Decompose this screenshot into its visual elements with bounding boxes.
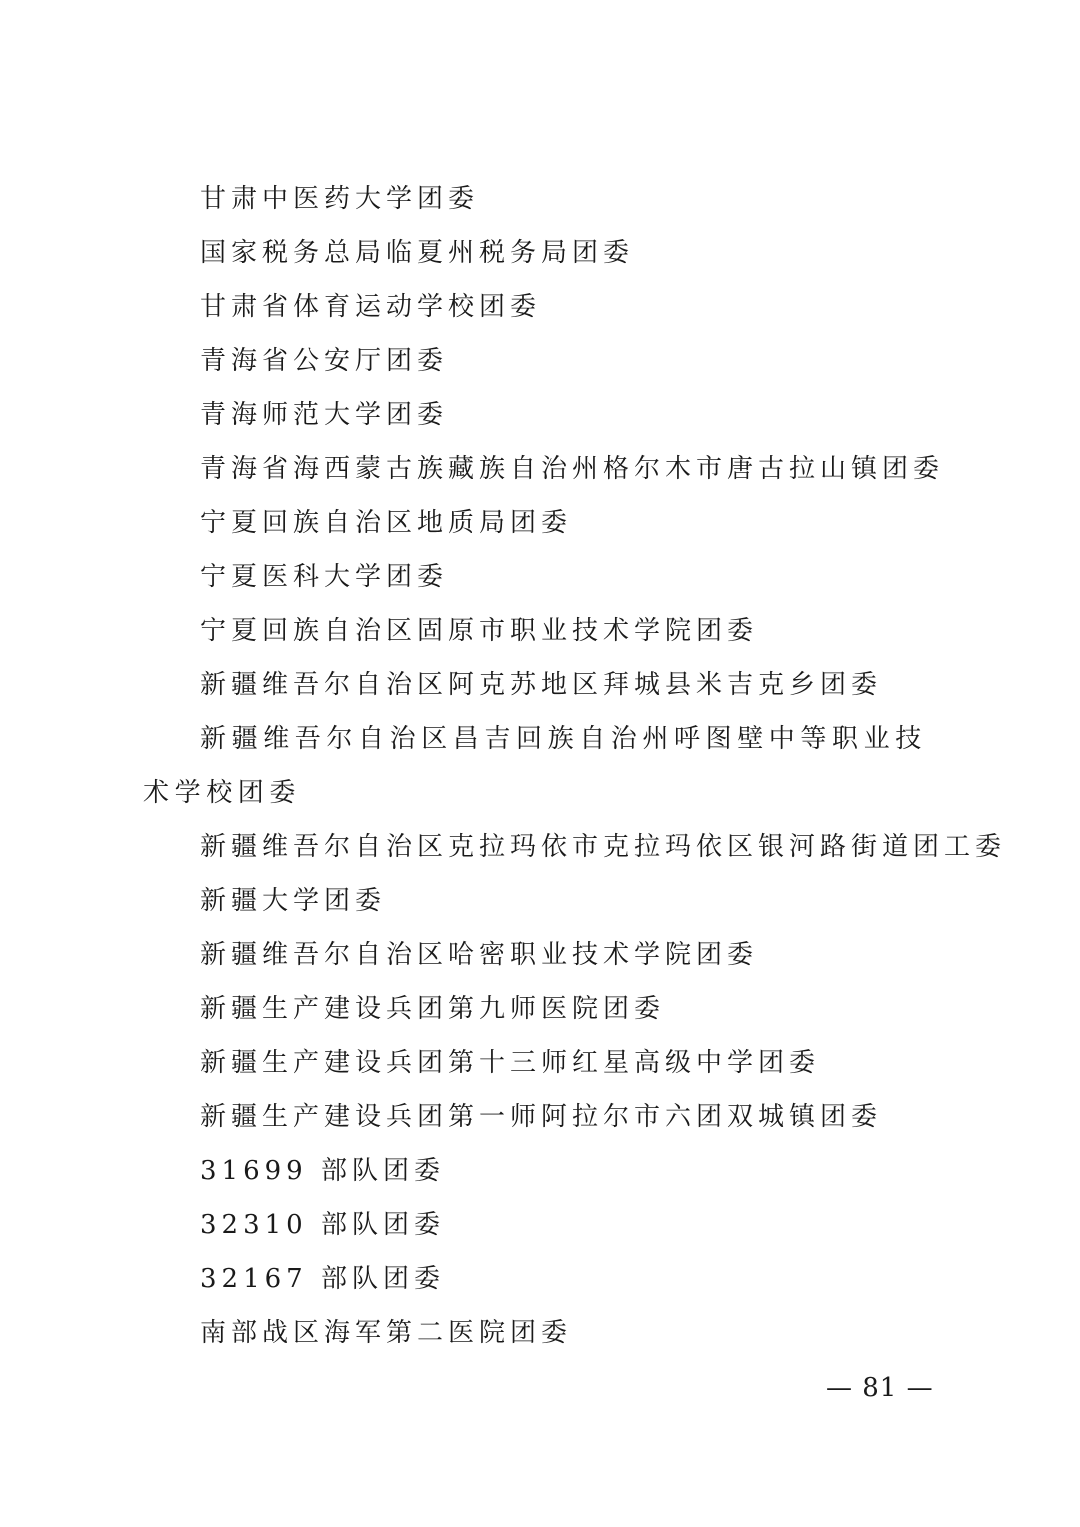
- organization-list: [143, 172, 1007, 1360]
- list-item: 青海省海西蒙古族藏族自治州格尔木市唐古拉山镇团委: [200, 454, 945, 484]
- list-item: 甘肃省体育运动学校团委: [200, 292, 542, 322]
- list-item: 青海师范大学团委: [200, 400, 449, 430]
- list-item: 甘肃中医药大学团委: [200, 184, 480, 214]
- list-item: 南部战区海军第二医院团委: [200, 1318, 573, 1348]
- list-item: 国家税务总局临夏州税务局团委: [200, 238, 635, 268]
- list-item: 新疆生产建设兵团第十三师红星高级中学团委: [200, 1048, 821, 1078]
- list-item: 新疆生产建设兵团第九师医院团委: [200, 994, 666, 1024]
- list-item: 新疆维吾尔自治区哈密职业技术学院团委: [200, 940, 759, 970]
- list-item: 新疆大学团委: [200, 886, 387, 916]
- list-item: 31699 部队团委: [200, 1156, 445, 1186]
- list-item: 新疆维吾尔自治区阿克苏地区拜城县米吉克乡团委: [200, 670, 883, 700]
- list-item: 32167 部队团委: [200, 1264, 445, 1294]
- list-item: 新疆维吾尔自治区克拉玛依市克拉玛依区银河路街道团工委: [200, 832, 1007, 862]
- list-item: 新疆生产建设兵团第一师阿拉尔市六团双城镇团委: [200, 1102, 883, 1132]
- list-item: 宁夏回族自治区地质局团委: [200, 508, 573, 538]
- list-item: 青海省公安厅团委: [200, 346, 449, 376]
- list-item: 宁夏医科大学团委: [200, 562, 449, 592]
- page-number: — 81 —: [826, 1373, 934, 1403]
- list-item: 新疆维吾尔自治区昌吉回族自治州呼图壁中等职业技术学校团委: [143, 724, 927, 808]
- list-item: 32310 部队团委: [200, 1210, 445, 1240]
- list-item: 宁夏回族自治区固原市职业技术学院团委: [200, 616, 759, 646]
